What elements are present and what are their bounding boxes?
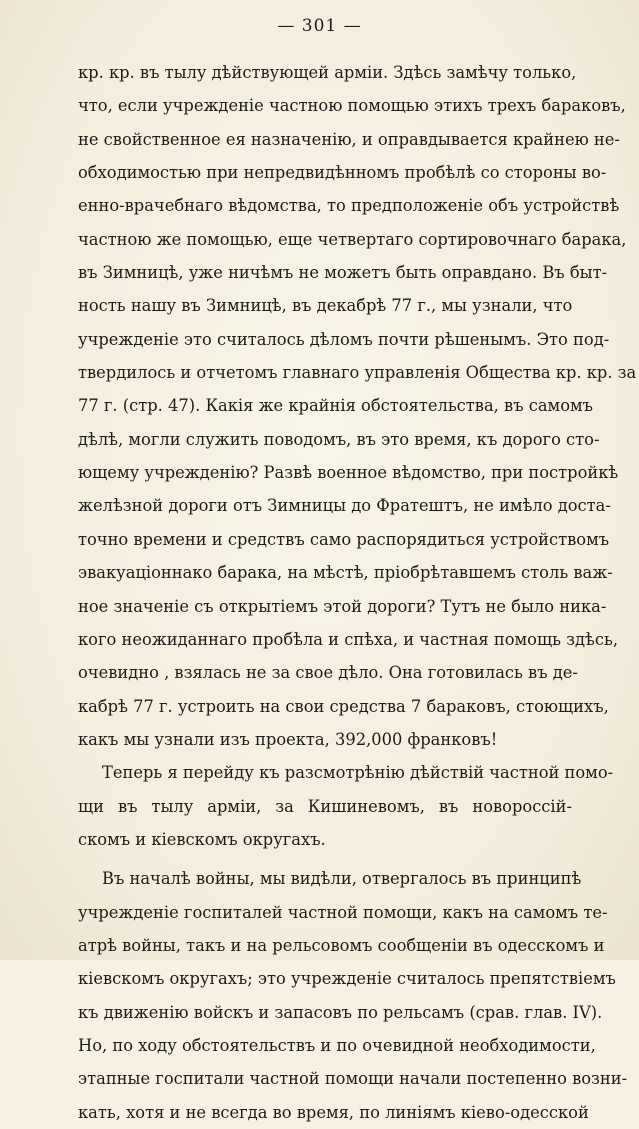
text-line: твердилось и отчетомъ главнаго управленія Общества кр. кр. за: [78, 363, 637, 383]
text-line: Теперь я перейду къ разсмотрѣнію дѣйствій частной помо-: [102, 763, 614, 783]
text-line: эвакуаціоннако барака, на мѣстѣ, пріобрѣтавшемъ столь важ-: [78, 563, 613, 583]
text-line: ность нашу въ Зимницѣ, въ декабрѣ 77 г., мы узнали, что: [78, 296, 573, 316]
text-line: кать, хотя и не всегда во время, по линіямъ кіево-одесской: [78, 1102, 589, 1122]
text-line: кабрѣ 77 г. устроить на свои средства 7 бараковъ, стоющихъ,: [78, 696, 609, 716]
paragraph-2: [78, 756, 614, 856]
text-line: не свойственное ея назначенію, и оправдывается крайнею не-: [78, 129, 620, 149]
text-line: Но, по ходу обстоятельствъ и по очевидной необходимости,: [78, 1035, 596, 1055]
body-text: [78, 56, 637, 1129]
paragraph-1: [78, 56, 637, 756]
page-number: — 301 —: [277, 16, 362, 36]
text-line: енно-врачебнаго вѣдомства, то предположеніе объ устройствѣ: [78, 196, 620, 216]
text-line: атрѣ войны, такъ и на рельсовомъ сообщеніи въ одесскомъ и: [78, 935, 605, 955]
text-line: частною же помощью, еще четвертаго сортировочнаго барака,: [78, 229, 627, 249]
text-line: щи въ тылу арміи, за Кишиневомъ, въ новороссій-: [78, 796, 572, 816]
text-line: какъ мы узнали изъ проекта, 392,000 франковъ!: [78, 729, 498, 749]
text-line: кого неожиданнаго пробѣла и спѣха, и частная помощь здѣсь,: [78, 629, 619, 649]
text-line: учрежденіе это считалось дѣломъ почти рѣшенымъ. Это под-: [78, 329, 610, 349]
text-line: Въ началѣ войны, мы видѣли, отвергалось въ принципѣ: [102, 869, 582, 889]
text-line: что, если учрежденіе частною помощью этихъ трехъ бараковъ,: [78, 96, 626, 116]
text-line: скомъ и кіевскомъ округахъ.: [78, 829, 326, 849]
text-line: ющему учрежденію? Развѣ военное вѣдомство, при постройкѣ: [78, 463, 619, 483]
paragraph-3: [78, 862, 628, 1129]
text-line: дѣлѣ, могли служить поводомъ, въ это время, къ дорого сто-: [78, 429, 600, 449]
text-line: кіевскомъ округахъ; это учрежденіе считалось препятствіемъ: [78, 969, 616, 989]
text-line: точно времени и средствъ само распорядиться устройствомъ: [78, 529, 610, 549]
text-line: кр. кр. въ тылу дѣйствующей арміи. Здѣсь замѣчу только,: [78, 63, 577, 82]
text-line: желѣзной дороги отъ Зимницы до Фратештъ, не имѣло доста-: [78, 496, 611, 516]
text-line: въ Зимницѣ, уже ничѣмъ не можетъ быть оправдано. Въ быт-: [78, 263, 608, 283]
text-line: обходимостью при непредвидѣнномъ пробѣлѣ со стороны во-: [78, 163, 607, 183]
text-line: ное значеніе съ открытіемъ этой дороги? Тутъ не было ника-: [78, 596, 607, 616]
text-line: 77 г. (стр. 47). Какія же крайнія обстоятельства, въ самомъ: [78, 396, 594, 416]
text-line: къ движенію войскъ и запасовъ по рельсамъ (срав. глав. IV).: [78, 1002, 603, 1022]
text-line: этапные госпитали частной помощи начали постепенно возни-: [78, 1069, 628, 1089]
text-line: учрежденіе госпиталей частной помощи, какъ на самомъ те-: [78, 902, 608, 922]
text-line: очевидно , взялась не за свое дѣло. Она готовилась въ де-: [78, 663, 578, 683]
